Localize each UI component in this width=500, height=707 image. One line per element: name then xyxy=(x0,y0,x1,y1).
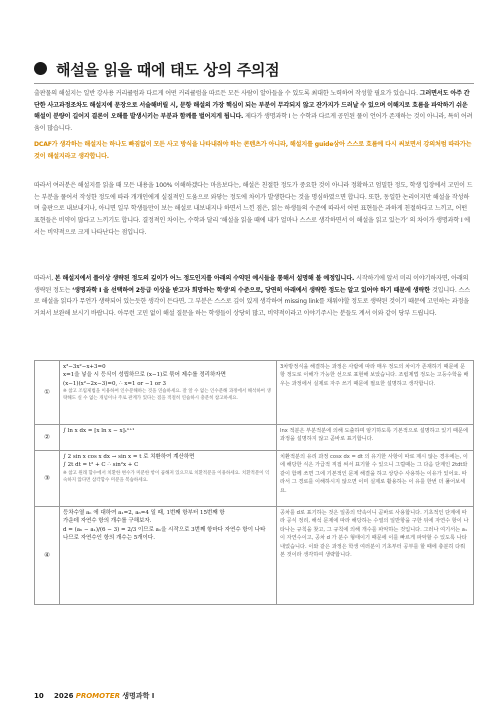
highlight-text: DCAF가 생각하는 해설지는 하나도 빠짐없이 모든 사고 방식을 나타내줘야 하는 콘텐츠가 아니라, 해설지를 guide삼아 스스로 흐름에 다시 써보면서 강의처럼 따라가는 것이 해설지라고 생각합니다. xyxy=(34,141,472,160)
text-span: 시작하기에 앞서 미리 이야기하자면, 아래의 생략된 정도는 xyxy=(34,275,469,294)
explanation-cell: lnx 적분은 부분적분에 의해 도출하며 암기하도록 기본적으로 설명하고 있기 때문에 과정을 설명하지 않고 곧바로 표기합니다. xyxy=(277,425,474,451)
solution-line: ∫ 2t dt = t² + C ∴ sin²x + C xyxy=(63,462,139,469)
footer-book-title: 생명과학 I xyxy=(122,692,155,700)
text-span: 출판물의 해설지는 일반 강사용 커리큘럼과 다르게 어떤 커리큘럼을 따르든 모든 사람이 알아들을 수 있도록 최대한 노력하여 작성할 필요가 있습니다. xyxy=(34,90,420,97)
solution-line: 등차수열 aₙ 에 대하여 a₁=2, a₆=4 일 때, 1번째 항부터 15번째 항 xyxy=(63,510,225,516)
solution-line: 나므로 자연수인 항의 개수는 5개이다. xyxy=(63,535,155,542)
text-span: 따라서 여러분은 해설지를 읽을 때 모든 내용을 100% 이해하겠다는 마음보다는, 해설은 친절한 정도가 중요한 것이 아니라 정확하고 엄밀한 정도, 학생 입장에서 고민이 드는 부분을 풀어서 작성한 정도에 따라 개개인에게 실질적인 도움으로 와닿는 정도에 차이가 발생한다는 것을 명심하였으면 합니다. 또한, 동일한 논리이지만 해설을 작성하며 출판으로 내보내거나, 아니면 일부 학생들만이 보는 해설로 내보내지나 하면서 느낀 점은, 읽는 하생들의 수준에 따라서 어떤 표현들은 과하게 친절하다고 느끼고, 어떤 표현들은 비약이 많다고 느끼기도 합니다. 결정적인 차이는, 수학과 달리 ‘해설을 읽을 때에 내가 얼마나 스스로 생각하면서 이 해설을 읽고 있는가’ 의 차이가 생명과학 I 에서는 비약적으로 크게 나타난다는 점입니다. xyxy=(34,182,473,236)
solution-note: ※ 참고 조립제법을 이용하여 인수분해하는 것을 연습하세요. 잘 알 수 없는 인수분해 과정에서 해석하여 생략해도 실 수 없는 개념이나 주로 관계가 있다는 점을 적절히 연습하시 충분히 참고하세요. xyxy=(63,389,271,402)
table-row xyxy=(35,425,474,451)
body-paragraph xyxy=(34,180,474,239)
body-paragraph xyxy=(34,273,474,320)
bold-text: 그러면서도 아주 간단한 사고과정조차도 해설지에 문장으로 서술해버릴 시, 문항 해설의 가장 핵심이 되는 부분이 무각되지 않고 잔가지가 드러날 수 있으며 이해지로 흐름을 파악하기 쉬운 해설이 분량이 길어지 결론이 오해를 발생시키는 부분과 함께를 벌어지게 됩니다. xyxy=(34,90,470,121)
solution-line: x³−3x²−x+3=0 xyxy=(63,364,106,370)
solution-note: ※ 참고 원래 함수에서 치환한 변수가 미분한 항이 곱해져 있으므로 치환적분을 이용하세요. 치환적분이 익숙하지 않다면 삼각함수 미분을 복습하세요. xyxy=(63,470,270,483)
text-span: 따라서, xyxy=(34,275,55,282)
explanation-cell: 공차를 d로 표기하는 것은 일종의 약속이니 곧바로 사용합니다. 기초적인 단계에 따라 공식 정리, 해석 문제에 따라 해당하는 수열의 일반항을 구한 뒤에 자연수 항이 나타나는 규칙을 찾고, 그 규칙에 의해 개수를 파악하는 것입니다. 그러나 여기서는 a₁이 자연수이고, 공차 d 가 분수 형태이기 때문에 이를 빠르게 파악할 수 있도록 나타내었습니다. 이와 같은 과정은 학생 여러분이 기초부터 공부를 할 때에 충분히 다뤄본 것이라 생각하여 생략합니다. xyxy=(277,507,474,605)
row-number: ① xyxy=(35,361,60,425)
title-bullet-icon xyxy=(34,62,47,75)
row-number: ③ xyxy=(35,451,60,507)
row-number: ② xyxy=(35,425,60,451)
text-span: 아무런 고민 없이 해설 질문을 하는 학생들이 상당히 많고, 비약적이라고 이야기주시는 분들도 계셔 이와 같이 당부 드립니다. xyxy=(115,310,437,318)
row-number: ④ xyxy=(35,507,60,605)
section-title-bar xyxy=(34,58,474,80)
table-row xyxy=(35,507,474,605)
table-row xyxy=(35,451,474,507)
footer-year: 2026 xyxy=(53,692,74,700)
solution-line: ∫ ln x dx = [x ln x − x]₁ⁿ⁺¹ xyxy=(63,428,135,434)
solution-line: 가운데 자연수 항의 개수를 구해보자. xyxy=(63,518,152,525)
solution-line: (x−1)(x²−2x−3)=0, ∴ x=1 or −1 or 3 xyxy=(63,380,166,387)
body-paragraph xyxy=(34,88,474,135)
solution-cell xyxy=(60,425,277,451)
solution-line: d = (a₆ − a₁)/(6 − 3) = 2/3 이므로 a₁을 시작으로 3번째 항마다 자연수 항이 나타 xyxy=(63,526,266,533)
text-span: 것입니다. xyxy=(431,286,459,294)
bold-text: 본 해설지에서 풀이상 생략된 정도의 깊이가 어느 정도인지를 아래의 수약된 예시들을 통해서 설명해 볼 예정입니다. xyxy=(54,275,357,282)
explanation-cell: 치환적분의 유리 과정 cosx dx = dt 의 유기한 사항이 따로 제시 않는 경우에는, 이에 해당한 식은 가급적 직접 써서 표기할 수 있으니 그럴때는 그 다음 단계인 2tdt와 같이 함께 쓰면 그에 기본적인 문제 해결을 하고 상당수 사용하는 이유가 있어요. 따라서 그 경로를 이해하시지 않으면 이미 실제로 활용하는 이 유를 한번 더 풀어보세요. xyxy=(277,451,474,507)
page-number: 10 xyxy=(34,692,44,700)
bold-text: ‘생명과학 I 을 선택하여 2등급 이상을 받고자 희망하는 학생’의 수준으로, 당연히 아래에서 생략한 정도는 알고 있어야 하기 때문에 생략한 xyxy=(72,286,432,294)
title-divider xyxy=(34,83,474,84)
text-span: 제다가 생명과학 I 는 수학과 다르게 공인된 풀이 언어가 존재하는 것이 아니라, 특히 어려움이 많습니다. xyxy=(34,113,473,133)
solution-line: x=1을 넣을 시 등식이 성립하므로 (x−1)로 묶어 제수를 정리하자면 xyxy=(63,372,226,379)
solution-cell xyxy=(60,361,277,425)
explanation-cell: 3차방정식을 해결하는 과정은 사람에 따라 매우 정도의 차이가 존재하기 때문에 문항 정도로 이해가 가능한 선으로 표현해 보았습니다. 조립제법 정도는 고등수학을 배우는 과정에서 실제로 자주 쓰기 때문에 필요한 설명하고 생각합니다. xyxy=(277,361,474,425)
solution-cell xyxy=(60,451,277,507)
table-row xyxy=(35,361,474,425)
examples-table xyxy=(34,360,474,605)
section-title: 해설을 읽을 때에 태도 상의 주의점 xyxy=(56,61,280,79)
footer-brand: PROMOTER xyxy=(75,692,121,700)
solution-line: ∫ 2 sin x cos x dx → sin x = t 로 치환하여 계산하면 xyxy=(63,454,195,460)
solution-cell xyxy=(60,507,277,605)
text-span: 스스로 해설을 읽다가 무언가 생략되어 있는듯한 생각이 든다면, 그 부분은 스스로 깊이 있게 생각하여 missing link를 채워야할 정도로 생략된 것이기 때문에 고민하는 xyxy=(34,286,470,306)
page-footer xyxy=(34,691,154,703)
body-paragraph xyxy=(34,139,474,162)
text-span: 과정을 거쳐서 보완해 보시기 바랍니다. xyxy=(34,298,470,318)
